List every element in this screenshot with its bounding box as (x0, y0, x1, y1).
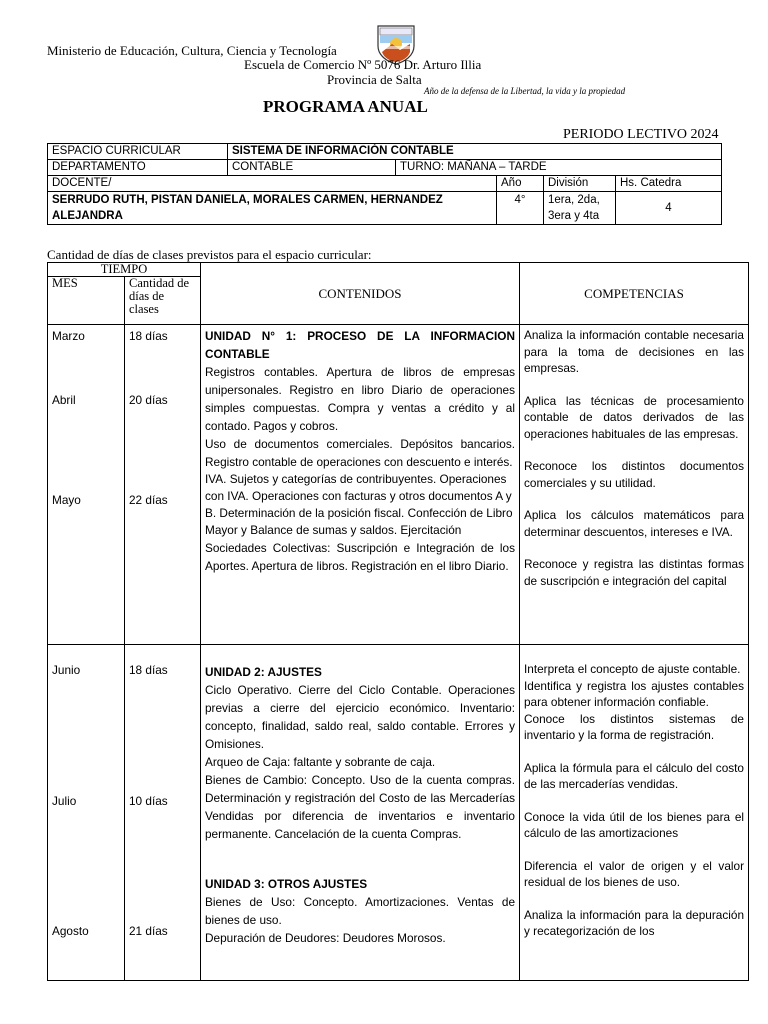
unit1-content-2: Uso de documentos comerciales. Depósitos bancarios. Registro contable de operaciones con descuento e interés. (205, 437, 515, 469)
days-july: 10 días (129, 794, 168, 808)
department-value: CONTABLE (228, 160, 396, 176)
unit2-3-contents (201, 645, 520, 981)
school-year: PERIODO LECTIVO 2024 (563, 127, 719, 142)
year-value: 4° (497, 192, 544, 225)
month-august: Agosto (52, 924, 89, 938)
days-april: 20 días (129, 393, 168, 407)
unit2-competency-5: Conoce la vida útil de los bienes para el cálculo de las amortizaciones (524, 809, 744, 840)
months-column (48, 325, 125, 645)
unit1-competency-1: Analiza la información contable necesaria para la toma de decisiones en las empresas. (524, 328, 744, 375)
month-june: Junio (52, 663, 81, 677)
curricular-space-label: ESPACIO CURRICULAR (48, 144, 228, 160)
unit2-competency-2: Identifica y registra los ajustes contables para obtener información confiable. (524, 678, 744, 709)
unit2-competency-4: Aplica la fórmula para el cálculo del costo de las mercaderías vendidas. (524, 760, 744, 791)
month-march: Marzo (52, 329, 85, 343)
year-label: Año (497, 176, 544, 192)
unit3-content-1: Bienes de Uso: Concepto. Amortizaciones. Ventas de bienes de uso. (205, 895, 515, 927)
unit1-competency-5: Reconoce y registra las distintas formas de suscripción e integración del capital (524, 557, 744, 588)
unit3-competency-1: Diferencia el valor de origen y el valor residual de los bienes de uso. (524, 858, 744, 889)
program-table (47, 262, 749, 981)
unit3-content-2: Depuración de Deudores: Deudores Morosos. (205, 931, 446, 945)
division-value: 1era, 2da, 3era y 4ta (544, 192, 616, 225)
division-label: División (544, 176, 616, 192)
unit3-competency-2: Analiza la información para la depuración y recategorización de los (524, 907, 744, 938)
days-may: 22 días (129, 493, 168, 507)
days-march: 18 días (129, 329, 168, 343)
school-name: Escuela de Comercio Nº 5076 Dr. Arturo Illia (244, 57, 482, 72)
days-header: Cantidad de días de clases (125, 277, 201, 325)
month-may: Mayo (52, 493, 81, 507)
month-header: MES (48, 277, 125, 325)
month-july: Julio (52, 794, 77, 808)
time-header: TIEMPO (48, 263, 201, 277)
competencies-header: COMPETENCIAS (520, 263, 749, 325)
year-motto: Año de la defensa de la Libertad, la vida y la propiedad (424, 86, 626, 96)
unit1-content-3: IVA. Sujetos y categorías de contribuyentes. Operaciones con IVA. Operaciones con facturas y otros documentos A y B. Determinación de la posición fiscal. Confección de Libro Mayor y Balance de sumas y saldos. Ejercitación (205, 472, 513, 537)
unit3-title: UNIDAD 3: OTROS AJUSTES (205, 877, 368, 891)
days-column (125, 325, 201, 645)
curricular-space-value: SISTEMA DE INFORMACIÓN CONTABLE (228, 144, 722, 160)
days-column-2 (125, 645, 201, 981)
hours-value: 4 (616, 192, 722, 225)
department-label: DEPARTAMENTO (48, 160, 228, 176)
unit1-content-4: Sociedades Colectivas: Suscripción e Integración de los Aportes. Apertura de libros. Registración en el libro Diario. (205, 541, 515, 573)
month-april: Abril (52, 393, 76, 407)
teachers-names: SERRUDO RUTH, PISTAN DANIELA, MORALES CARMEN, HERNANDEZ ALEJANDRA (48, 192, 497, 225)
unit2-competency-3: Conoce los distintos sistemas de inventario y la forma de registración. (524, 711, 744, 742)
course-info-table (47, 143, 722, 225)
unit1-competency-4: Aplica los cálculos matemáticos para determinar descuentos, intereses e IVA. (524, 508, 744, 539)
unit1-competency-3: Reconoce los distintos documentos comerciales y su utilidad. (524, 459, 744, 490)
unit1-competencies (520, 325, 749, 645)
teacher-label: DOCENTE/ (48, 176, 497, 192)
class-days-caption: Cantidad de días de clases previstos para el espacio curricular: (47, 247, 372, 262)
shift-value: TURNO: MAÑANA – TARDE (396, 160, 722, 176)
unit2-3-competencies (520, 645, 749, 981)
days-august: 21 días (129, 924, 168, 938)
months-column-2 (48, 645, 125, 981)
ministry-name: Ministerio de Educación, Cultura, Ciencia y Tecnología (47, 43, 337, 58)
unit1-competency-2: Aplica las técnicas de procesamiento contable de datos derivados de las operaciones habituales de las empresas. (524, 393, 744, 441)
hours-label: Hs. Catedra (616, 176, 722, 192)
unit2-content-2: Arqueo de Caja: faltante y sobrante de caja. (205, 755, 436, 769)
unit2-competency-1: Interpreta el concepto de ajuste contable. (524, 662, 741, 676)
unit2-title: UNIDAD 2: AJUSTES (205, 665, 322, 679)
province-name: Provincia de Salta (327, 72, 422, 87)
unit1-content-1: Registros contables. Apertura de libros de empresas unipersonales. Registro en libro Diario de operaciones simples compuestas. Compra y ventas a crédito y al contado. Pagos y cobros. (205, 365, 515, 433)
document-title: PROGRAMA ANUAL (263, 97, 428, 116)
unit1-title: UNIDAD N° 1: PROCESO DE LA INFORMACION CONTABLE (205, 329, 515, 361)
days-june: 18 días (129, 663, 168, 677)
unit1-contents (201, 325, 520, 645)
contents-header: CONTENIDOS (201, 263, 520, 325)
unit2-content-3: Bienes de Cambio: Concepto. Uso de la cuenta compras. Determinación y registración del Costo de las Mercaderías Vendidas por diferencia de inventarios e inventario permanente. Cancelación de la cuenta Compras. (205, 773, 515, 841)
unit2-content-1: Ciclo Operativo. Cierre del Ciclo Contable. Operaciones previas a cierre del ejercicio económico. Inventario: concepto, finalidad, saldo real, saldo contable. Errores y Omisiones. (205, 683, 515, 751)
